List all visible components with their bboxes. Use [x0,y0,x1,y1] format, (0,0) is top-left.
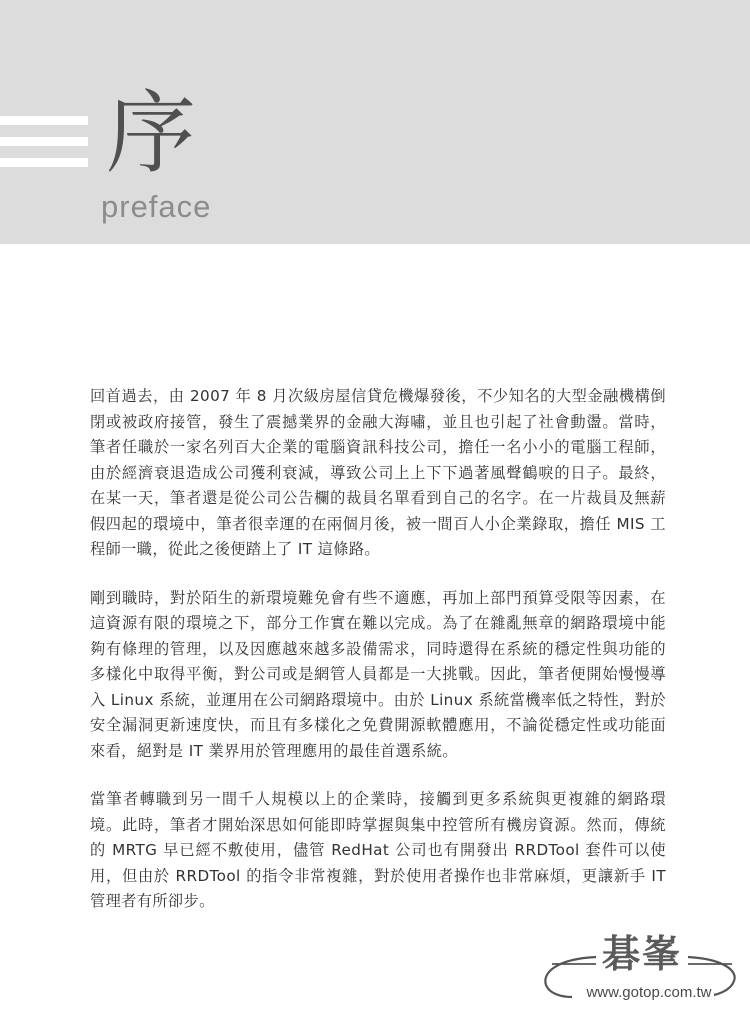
paragraph: 回首過去，由 2007 年 8 月次級房屋信貸危機爆發後，不少知名的大型金融機構倒閉或被政府接管，發生了震撼業界的金融大海嘯，並且也引起了社會動盪。當時，筆者任職於一家名列百大企業的電腦資訊科技公司，擔任一名小小的電腦工程師，由於經濟衰退造成公司獲利衰減，導致公司上上下下過著風聲鶴唳的日子。最終，在某一天，筆者還是從公司公告欄的裁員名單看到自己的名字。在一片裁員及無薪假四起的環境中，筆者很幸運的在兩個月後，被一間百人小企業錄取，擔任 MIS 工程師一職，從此之後便踏上了 IT 這條路。 [90,387,666,558]
decorative-stripe [0,158,88,167]
page-subtitle: preface [101,189,212,224]
decorative-stripe [0,116,88,125]
logo-chinese-name: 碁峯 [601,932,682,976]
logo-url: www.gotop.com.tw [586,984,712,1001]
page-title: 序 [106,81,196,186]
publisher-logo [538,931,742,1009]
paragraph: 當筆者轉職到另一間千人規模以上的企業時，接觸到更多系統與更複雜的網路環境。此時，筆者才開始深思如何能即時掌握與集中控管所有機房資源。然而，傳統的 MRTG 早已經不敷使用，儘管 RedHat 公司也有開發出 RRDTool 套件可以使用，但由於 RRDTool 的指令非常複雜，對於使用者操作也非常麻煩，更讓新手 IT 管理者有所卻步。 [90,790,666,910]
decorative-stripe [0,137,88,146]
paragraph: 剛到職時，對於陌生的新環境難免會有些不適應，再加上部門預算受限等因素，在這資源有限的環境之下，部分工作實在難以完成。為了在雜亂無章的網路環境中能夠有條理的管理，以及因應越來越多設備需求，同時還得在系統的穩定性與功能的多樣化中取得平衡，對公司或是網管人員都是一大挑戰。因此，筆者便開始慢慢導入 Linux 系統，並運用在公司網路環境中。由於 Linux 系統當機率低之特性，對於安全漏洞更新速度快，而且有多樣化之免費開源軟體應用，不論從穩定性或功能面來看，絕對是 IT 業界用於管理應用的最佳首選系統。 [90,588,666,760]
header-band [0,0,750,244]
preface-body [90,384,666,938]
